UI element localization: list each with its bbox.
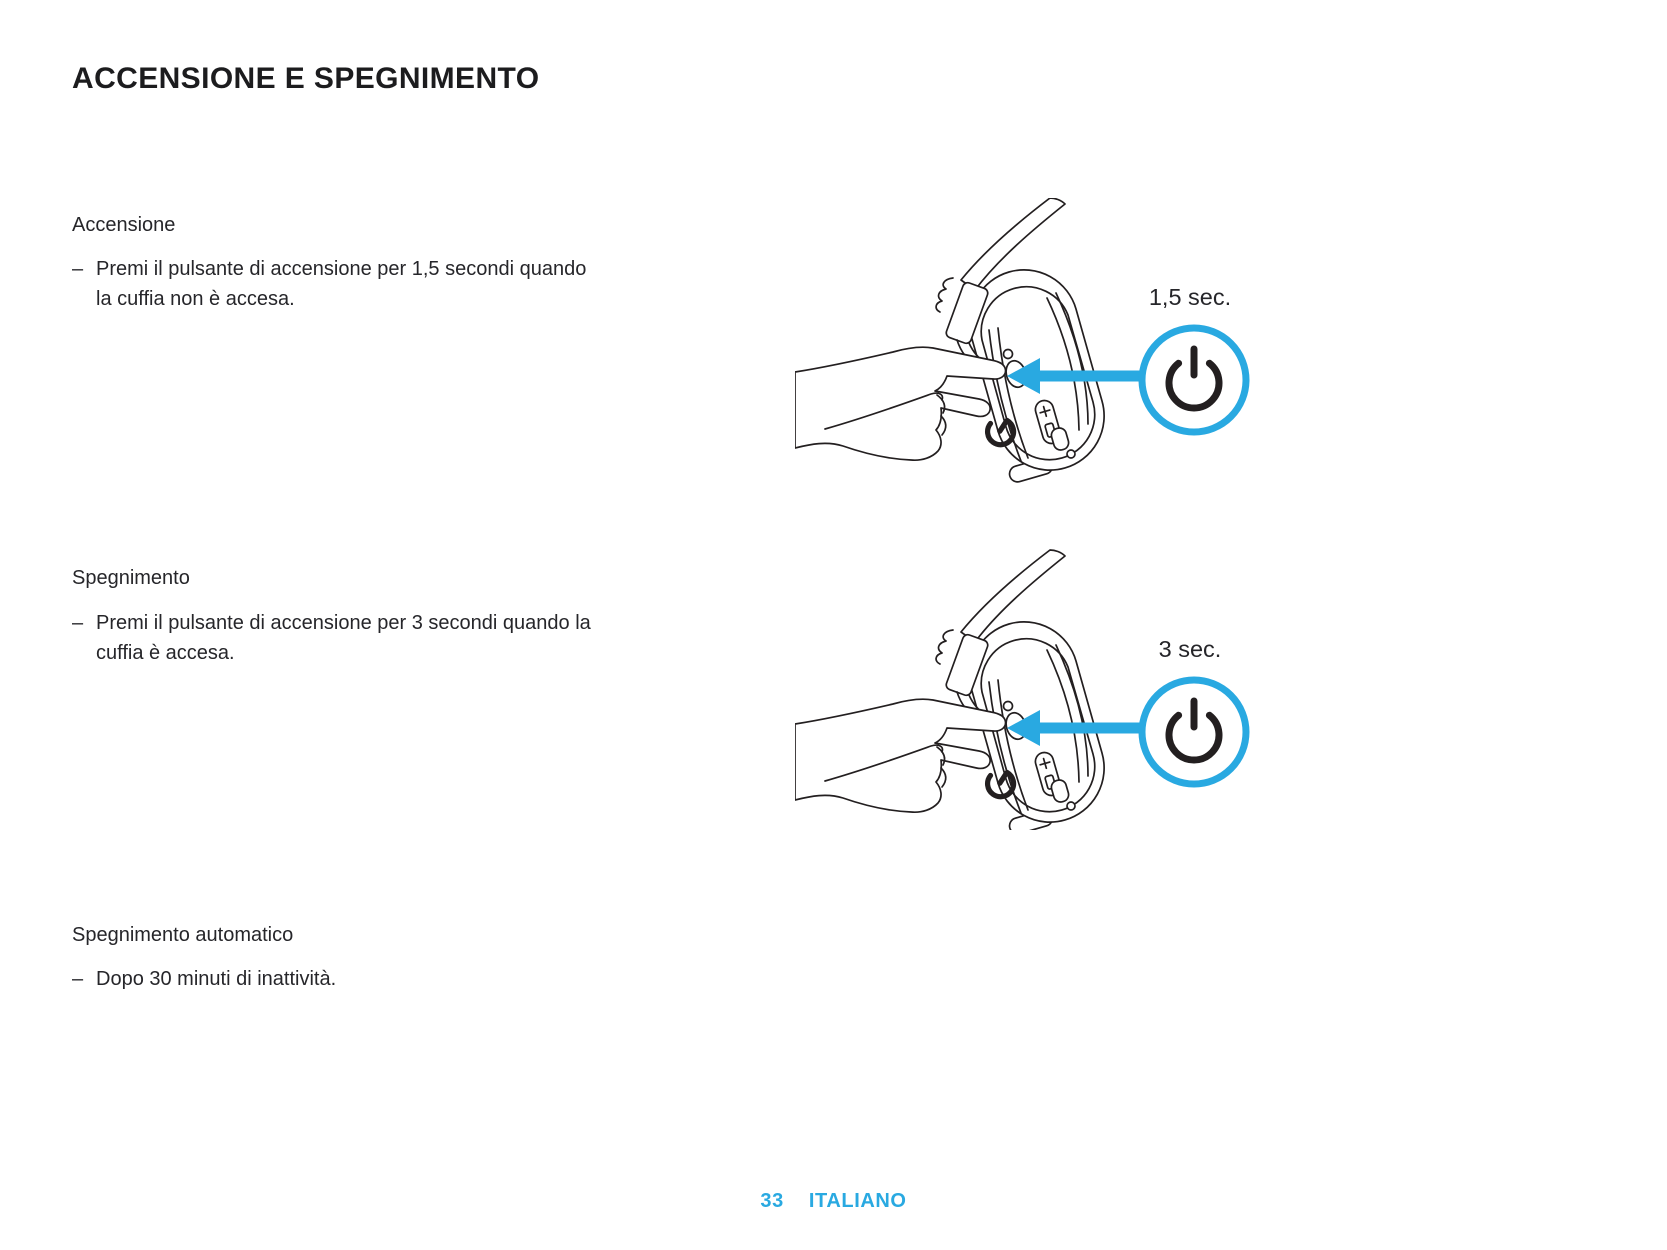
bullet-text: Premi il pulsante di accensione per 3 secondi quando la cuffia è accesa. (96, 612, 591, 664)
bullet-text: Premi il pulsante di accensione per 1,5 secondi quando la cuffia non è accesa. (96, 258, 587, 310)
duration-label: 3 sec. (1158, 636, 1222, 662)
headset-figure-2 (795, 550, 1246, 830)
bullet-accensione (72, 254, 596, 314)
bullet-text: Dopo 30 minuti di inattività. (96, 968, 337, 990)
bullet-spegnimento-automatico (72, 964, 596, 994)
page-footer (0, 1190, 1667, 1213)
headset-figure-1 (795, 198, 1246, 484)
bullet-dash: – (72, 968, 84, 990)
language-label: ITALIANO (808, 1190, 907, 1212)
section-heading-spegnimento-automatico: Spegnimento automatico (72, 924, 294, 946)
page-title: ACCENSIONE E SPEGNIMENTO (72, 62, 540, 95)
headset-illustrations (795, 198, 1255, 830)
bullet-dash: – (72, 612, 84, 634)
page-number: 33 (760, 1190, 784, 1212)
bullet-spegnimento (72, 608, 596, 668)
section-heading-accensione: Accensione (72, 214, 176, 236)
duration-label: 1,5 sec. (1148, 284, 1232, 310)
bullet-dash: – (72, 258, 84, 280)
section-heading-spegnimento: Spegnimento (72, 567, 190, 589)
